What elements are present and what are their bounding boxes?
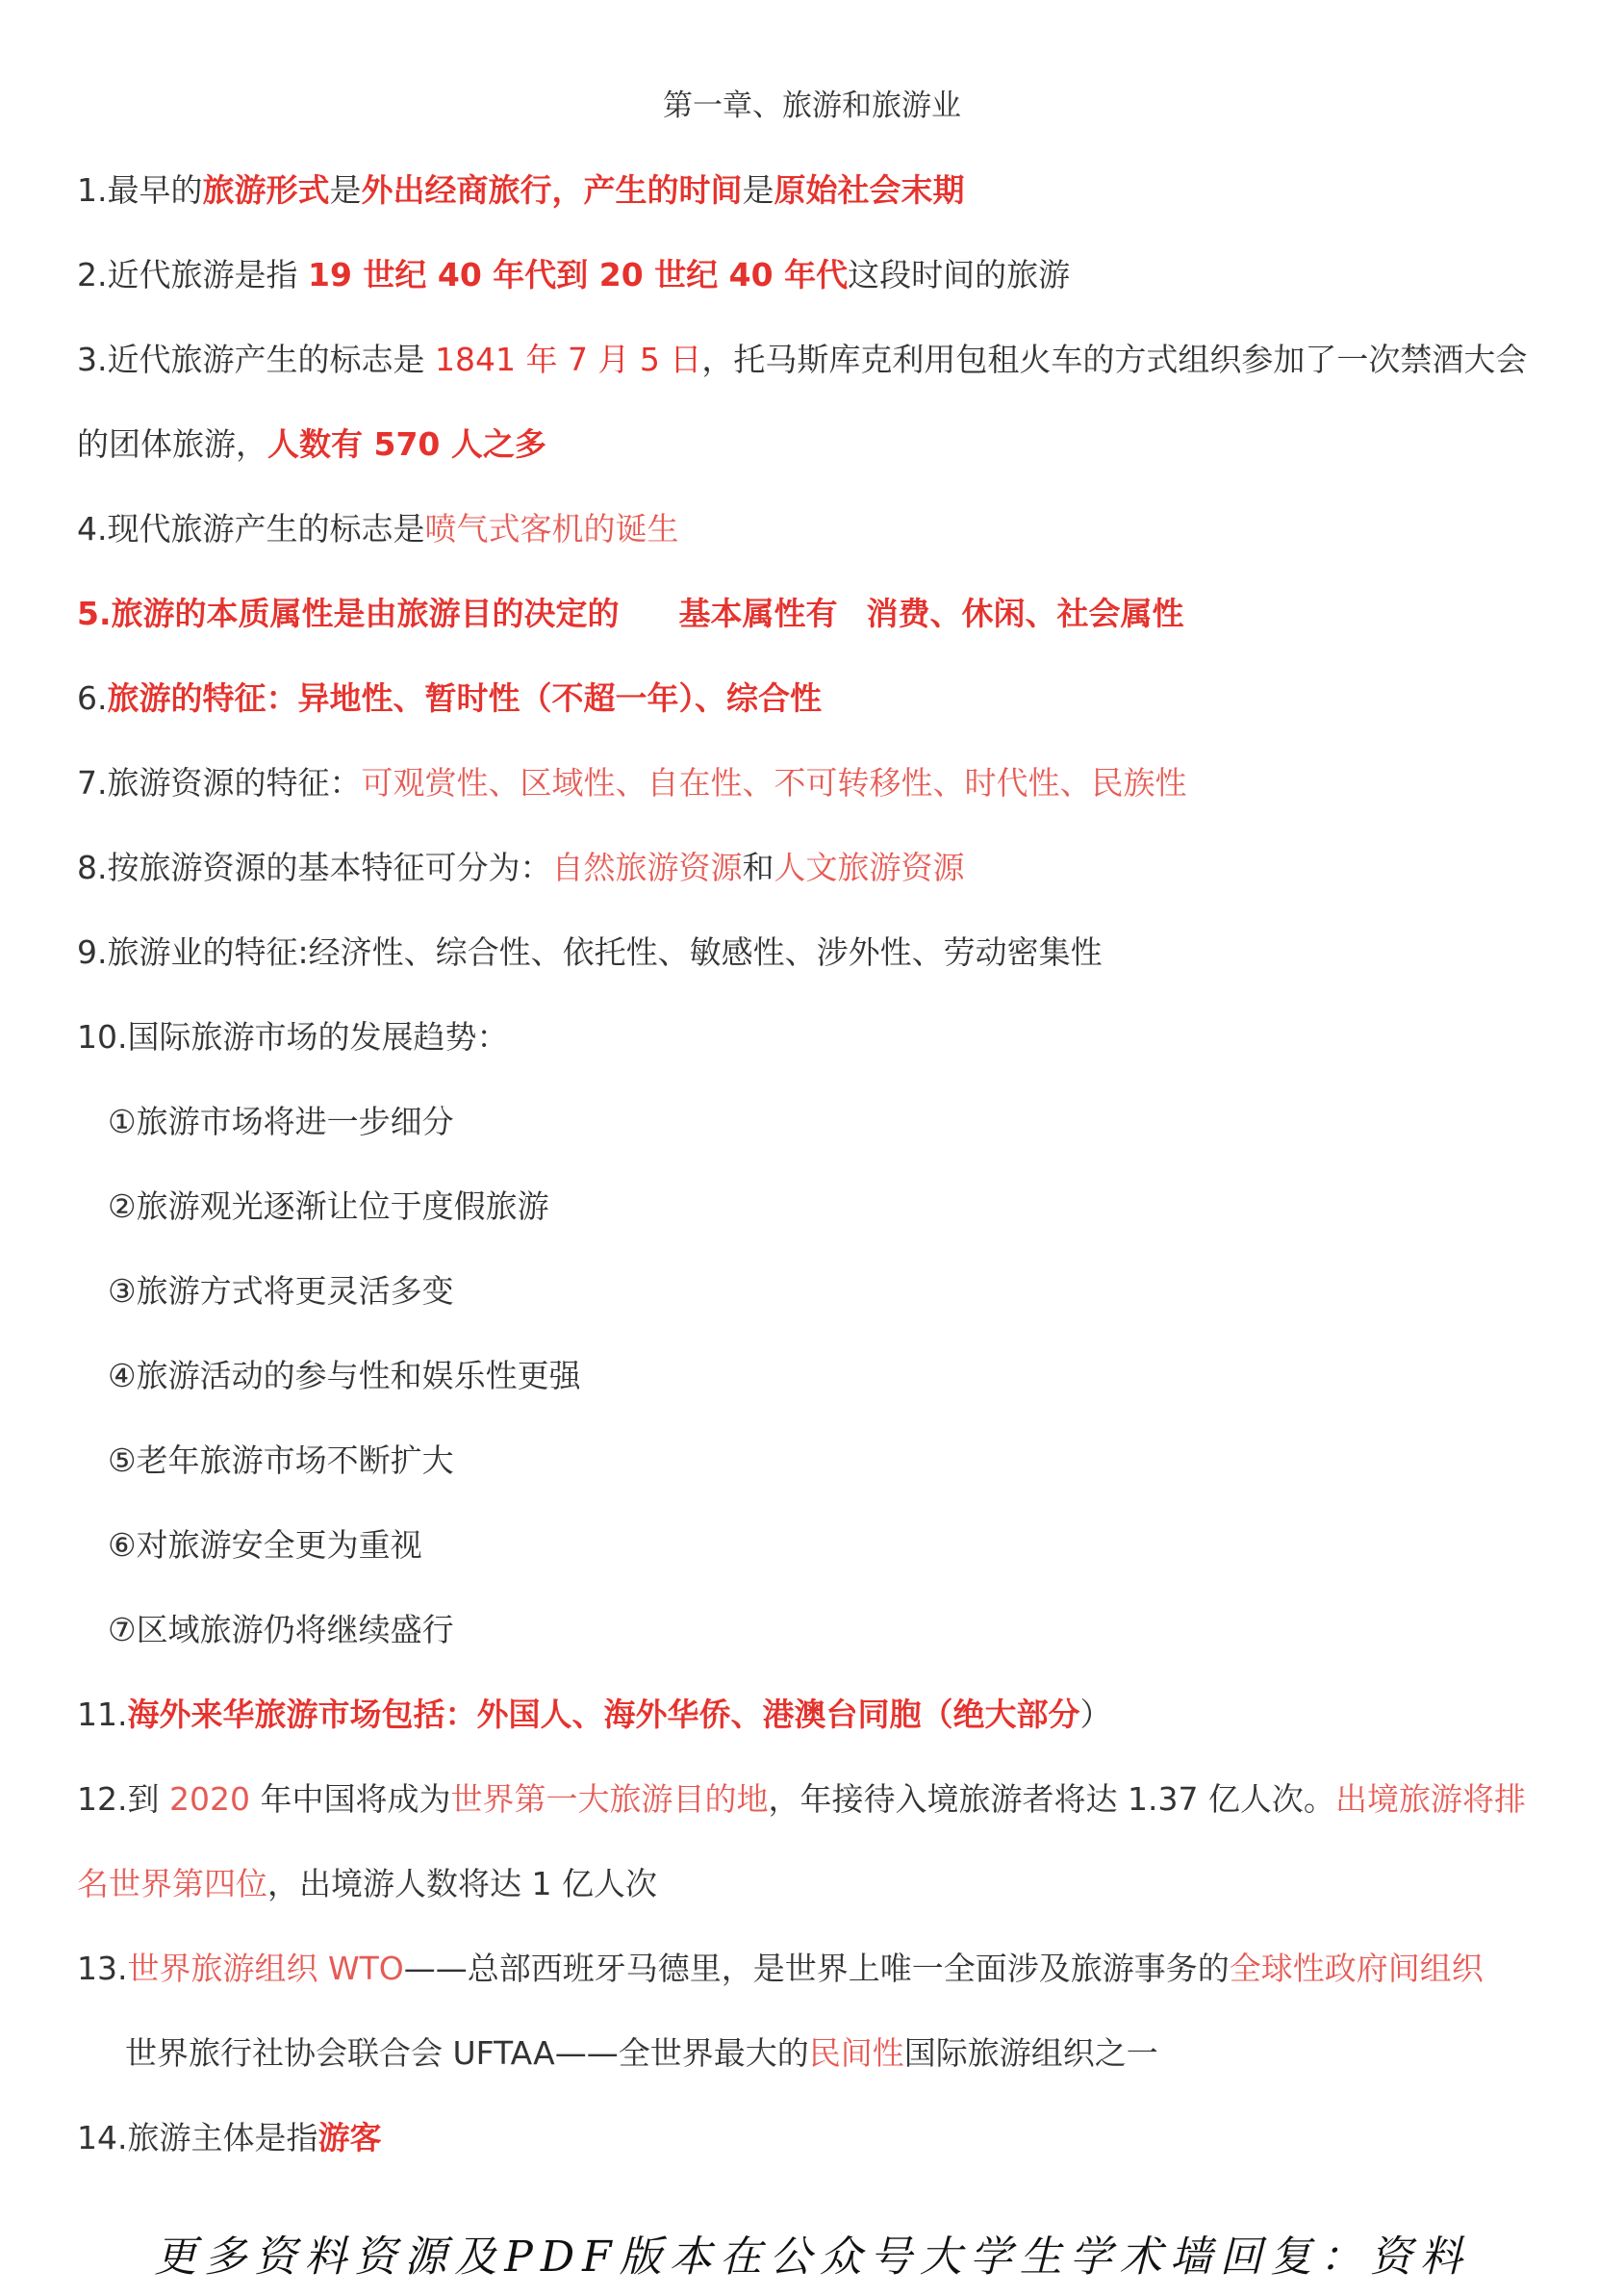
item-4-text-b: 喷气式客机的诞生 — [424, 510, 679, 548]
item-1-text-e: 是 — [742, 171, 774, 209]
item-12-text-g: 名世界第四位 — [77, 1865, 267, 1902]
item-13-line-2 — [125, 2030, 1555, 2077]
item-9 — [77, 930, 1555, 976]
item-1-text-f: 原始社会末期 — [774, 171, 965, 209]
item-14-text-b: 游客 — [317, 2119, 382, 2156]
item-10-sub-5: ⑤老年旅游市场不断扩大 — [108, 1441, 454, 1479]
item-10-sub-1: ①旅游市场将进一步细分 — [108, 1103, 454, 1140]
item-8-text-b: 自然旅游资源 — [551, 849, 743, 886]
item-1-text-b: 旅游形式 — [202, 171, 330, 209]
item-6-text-b: 旅游的特征：异地性、暂时性（不超一年）、综合性 — [107, 679, 822, 717]
item-6 — [77, 676, 1555, 722]
item-4 — [77, 506, 1555, 552]
item-1 — [77, 167, 1555, 214]
item-11-text-b: 海外来华旅游市场包括：外国人、海外华侨、港澳台同胞（绝大部分 — [127, 1696, 1080, 1733]
item-12-text-b: 2020 — [168, 1780, 250, 1818]
item-2-text-b: 19 世纪 40 年代到 20 世纪 40 年代 — [307, 256, 849, 293]
item-13-text-c: ——总部西班牙马德里，是世界上唯一全面涉及旅游事务的 — [403, 1950, 1230, 1987]
item-3-text-e: 人数有 570 人之多 — [267, 425, 546, 463]
item-3-text-a: 3.近代旅游产生的标志是 — [77, 341, 435, 378]
item-13-text-d: 全球性政府间组织 — [1229, 1950, 1484, 1987]
item-3-text-d: 的团体旅游， — [77, 425, 267, 463]
item-2-text-a: 2.近代旅游是指 — [77, 256, 308, 293]
item-12-line-1 — [77, 1776, 1555, 1823]
item-13-line-1 — [77, 1946, 1555, 1992]
item-5-text-c: 消费、休闲、社会属性 — [866, 595, 1184, 632]
item-12-text-a: 12.到 — [77, 1780, 169, 1818]
item-8-text-a: 8.按旅游资源的基本特征可分为： — [77, 849, 552, 886]
item-6-text-a: 6. — [77, 679, 108, 717]
item-7-text-a: 7.旅游资源的特征： — [77, 764, 362, 802]
footer-promo-text: 更多资料资源及PDF版本在公众号大学生学术墙回复：资料 — [154, 2232, 1470, 2282]
item-12-text-c: 年中国将成为 — [249, 1780, 451, 1818]
item-13-text-a: 13. — [77, 1950, 128, 1987]
item-12-text-f: 出境旅游将排 — [1334, 1780, 1526, 1818]
item-14-text-a: 14.旅游主体是指 — [77, 2119, 318, 2156]
item-3-line-1 — [77, 337, 1555, 383]
item-3-line-2 — [77, 421, 1555, 468]
item-12-text-e: ，年接待入境旅游者将达 1.37 亿人次。 — [768, 1780, 1335, 1818]
item-7 — [77, 760, 1555, 806]
item-10-sub-6: ⑥对旅游安全更为重视 — [108, 1526, 422, 1564]
item-10-sub-2: ②旅游观光逐渐让位于度假旅游 — [108, 1187, 549, 1225]
item-10 — [77, 1014, 1555, 1060]
item-8 — [77, 845, 1555, 891]
item-1-text-c: 是 — [329, 171, 362, 209]
item-7-text-b: 可观赏性、区域性、自在性、不可转移性、时代性、民族性 — [361, 764, 1187, 802]
item-10-sub-7: ⑦区域旅游仍将继续盛行 — [108, 1611, 454, 1648]
item-10-text-a: 10.国际旅游市场的发展趋势： — [77, 1018, 509, 1056]
item-10-sub-3: ③旅游方式将更灵活多变 — [108, 1272, 454, 1310]
item-13-text-b: 世界旅游组织 WTO — [127, 1950, 404, 1987]
item-13-text-f: 民间性 — [808, 2034, 904, 2072]
item-9-text-a: 9.旅游业的特征:经济性、综合性、依托性、敏感性、涉外性、劳动密集性 — [77, 933, 1103, 971]
item-5 — [77, 591, 1555, 637]
chapter-title: 第一章、旅游和旅游业 — [663, 89, 961, 123]
item-10-sub-4: ④旅游活动的参与性和娱乐性更强 — [108, 1357, 581, 1394]
item-5-text-b: 基本属性有 — [678, 595, 838, 632]
item-12-line-2 — [77, 1861, 1555, 1907]
item-3-text-c: ，托马斯库克利用包租火车的方式组织参加了一次禁酒大会 — [701, 341, 1528, 378]
item-12-text-h: ，出境游人数将达 1 亿人次 — [267, 1865, 657, 1902]
item-13-text-e: 世界旅行社协会联合会 UFTAA——全世界最大的 — [125, 2034, 809, 2072]
item-13-text-g: 国际旅游组织之一 — [903, 2034, 1158, 2072]
item-4-text-a: 4.现代旅游产生的标志是 — [77, 510, 425, 548]
item-5-text-a: 5.旅游的本质属性是由旅游目的决定的 — [77, 595, 620, 632]
item-1-text-a: 1.最早的 — [77, 171, 203, 209]
item-11 — [77, 1692, 1555, 1738]
item-11-text-a: 11. — [77, 1696, 128, 1733]
item-8-text-c: 和 — [742, 849, 774, 886]
item-8-text-d: 人文旅游资源 — [774, 849, 965, 886]
item-3-text-b: 1841 年 7 月 5 日 — [434, 341, 702, 378]
item-11-text-c: ） — [1079, 1696, 1112, 1733]
item-12-text-d: 世界第一大旅游目的地 — [450, 1780, 769, 1818]
item-2 — [77, 252, 1555, 298]
item-1-text-d: 外出经商旅行，产生的时间 — [361, 171, 743, 209]
item-14 — [77, 2115, 1555, 2161]
item-2-text-c: 这段时间的旅游 — [848, 256, 1071, 293]
